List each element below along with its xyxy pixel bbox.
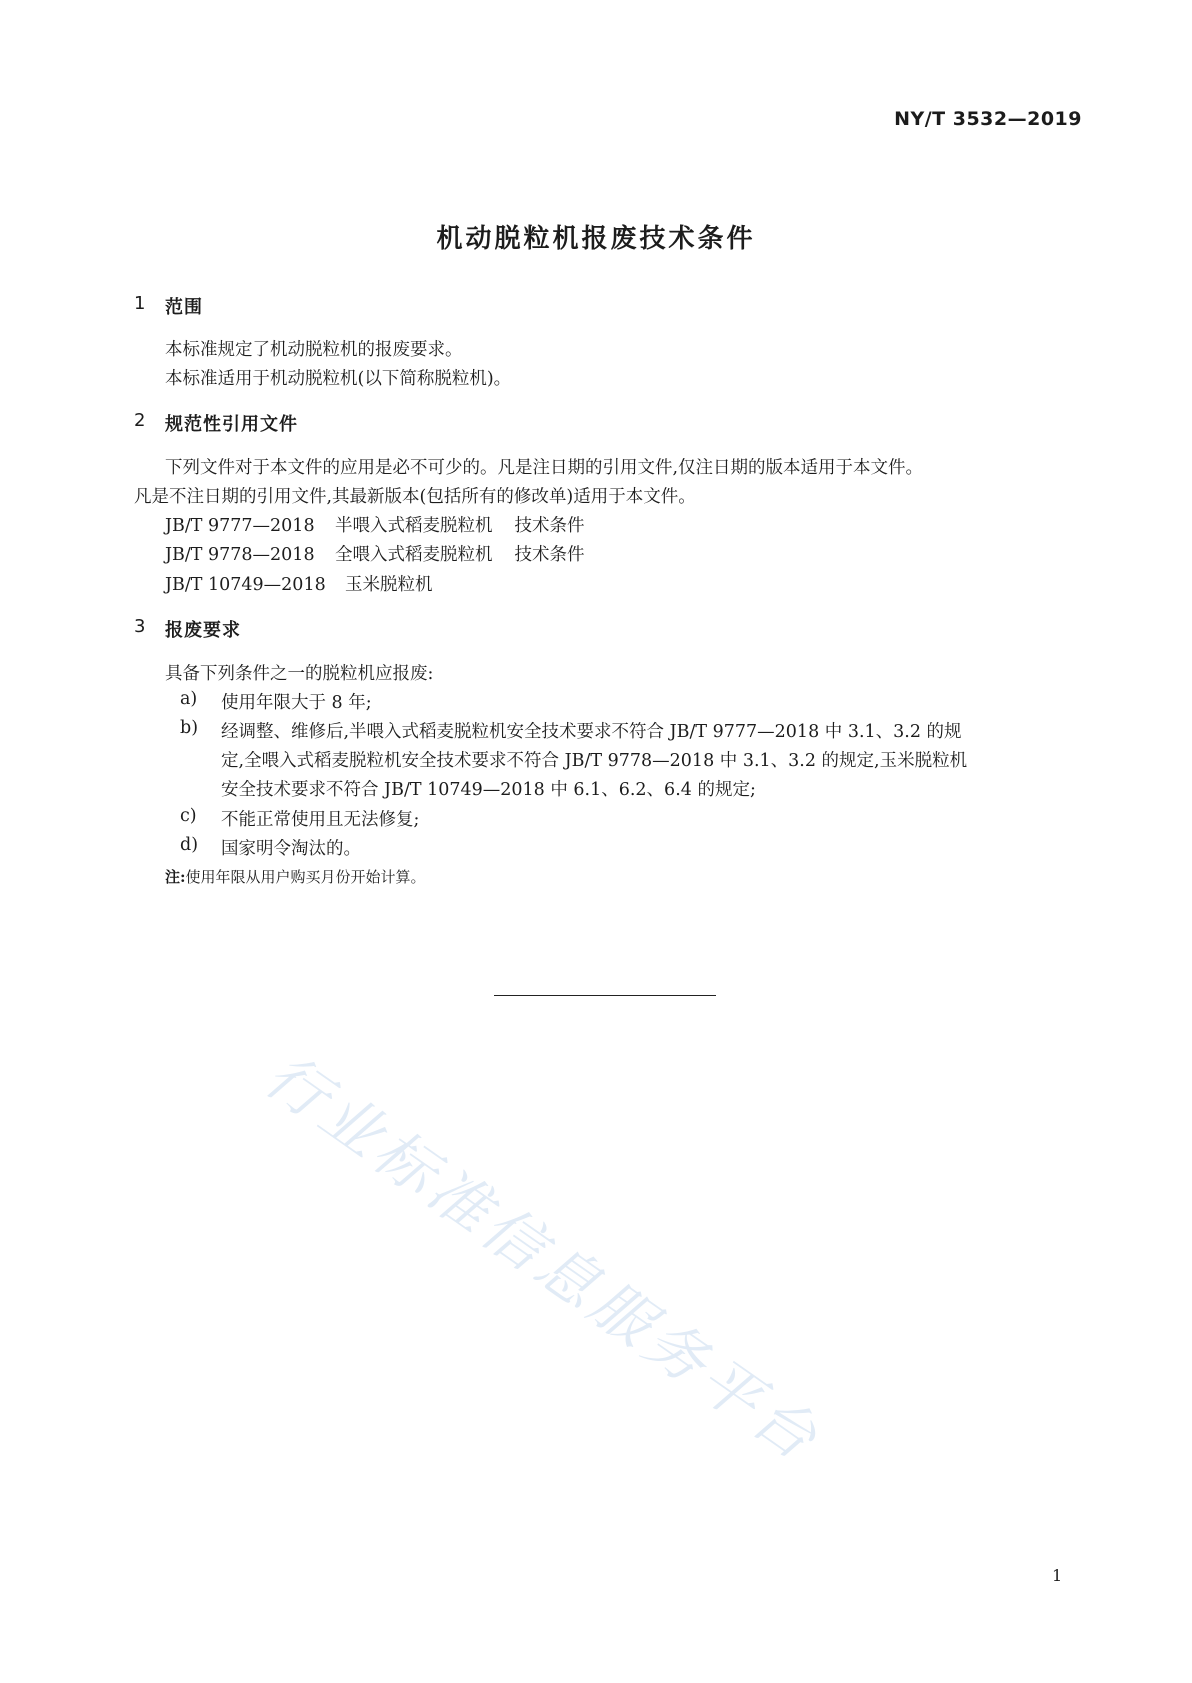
end-divider (494, 995, 716, 996)
reference-name: 全喂入式稻麦脱粒机 (335, 545, 493, 565)
section-1-heading (0, 293, 1192, 317)
reference-entry (165, 541, 585, 566)
paragraph: 下列文件对于本文件的应用是必不可少的。凡是注日期的引用文件,仅注日期的版本适用于本文件。 (165, 458, 924, 478)
section-title: 报废要求 (165, 620, 241, 641)
note (165, 866, 426, 887)
item-label: b) (180, 718, 199, 738)
section-number: 1 (134, 293, 146, 314)
item-label: d) (180, 835, 199, 855)
list-item (0, 806, 1192, 832)
item-label: a) (180, 689, 198, 709)
paragraph: 具备下列条件之一的脱粒机应报废: (165, 664, 434, 684)
reference-code: JB/T 9777—2018 (165, 516, 315, 536)
reference-name: 玉米脱粒机 (345, 575, 433, 595)
section-number: 3 (134, 616, 146, 637)
section-2-heading (0, 410, 1192, 434)
item-text: 使用年限大于 8 年; (221, 693, 372, 713)
reference-name: 半喂入式稻麦脱粒机 (335, 516, 493, 536)
section-number: 2 (134, 410, 146, 431)
item-text: 安全技术要求不符合 JB/T 10749—2018 中 6.1、6.2、6.4 的规定; (221, 780, 756, 800)
item-text: 经调整、维修后,半喂入式稻麦脱粒机安全技术要求不符合 JB/T 9777—2018 中 3.1、3.2 的规 (221, 722, 962, 742)
document-title: 机动脱粒机报废技术条件 (436, 224, 756, 254)
list-item (0, 718, 1192, 808)
reference-suffix: 技术条件 (514, 516, 585, 536)
reference-code: JB/T 9778—2018 (165, 545, 315, 565)
list-item (0, 689, 1192, 715)
section-title: 范围 (165, 297, 203, 318)
reference-entry (165, 571, 433, 596)
list-item (0, 835, 1192, 861)
note-label: 注: (165, 868, 186, 886)
section-3-heading (0, 616, 1192, 640)
standard-code: NY/T 3532—2019 (894, 108, 1082, 130)
paragraph: 本标准规定了机动脱粒机的报废要求。 (165, 340, 463, 360)
page-number: 1 (1052, 1566, 1063, 1585)
watermark: 行业标准信息服务平台 (252, 1040, 834, 1477)
paragraph: 凡是不注日期的引用文件,其最新版本(包括所有的修改单)适用于本文件。 (134, 487, 696, 507)
reference-entry (165, 512, 585, 537)
note-text: 使用年限从用户购买月份开始计算。 (185, 868, 426, 886)
paragraph: 本标准适用于机动脱粒机(以下简称脱粒机)。 (165, 369, 512, 389)
reference-suffix: 技术条件 (514, 545, 585, 565)
reference-code: JB/T 10749—2018 (165, 575, 326, 595)
section-title: 规范性引用文件 (165, 414, 298, 435)
item-text: 定,全喂入式稻麦脱粒机安全技术要求不符合 JB/T 9778—2018 中 3.1、3.2 的规定,玉米脱粒机 (221, 751, 968, 771)
item-label: c) (180, 806, 197, 826)
item-text: 国家明令淘汰的。 (221, 839, 361, 859)
item-text: 不能正常使用且无法修复; (221, 810, 420, 830)
